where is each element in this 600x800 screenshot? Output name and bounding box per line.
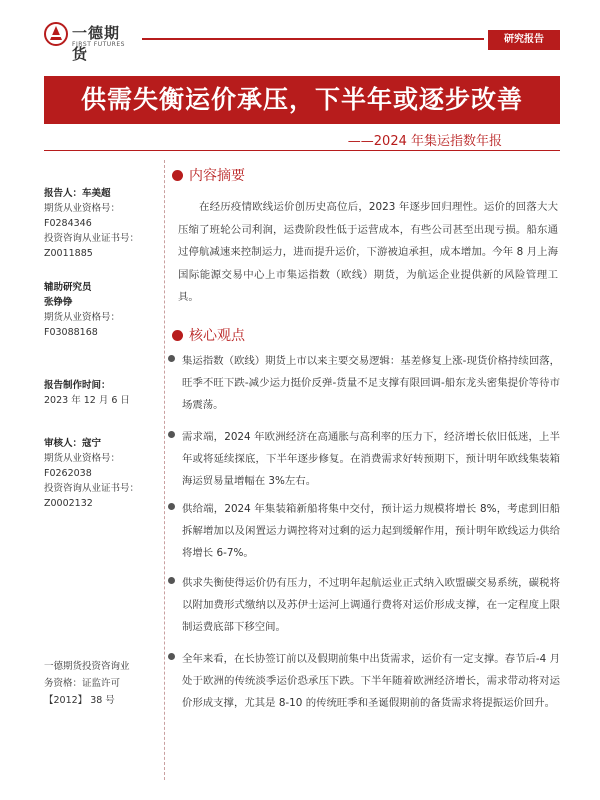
reporter-inv-number: Z0011885 — [44, 248, 93, 259]
list-item-text: 集运指数（欧线）期货上市以来主要交易逻辑：基差修复上涨-现货价格持续回落，旺季不旺下跌-减少运力挺价反弹-货量不足支撑有限回调-船东龙头密集提价等待市场震荡。 — [182, 355, 560, 411]
bullet-dot-icon — [168, 653, 175, 660]
title-banner — [44, 76, 560, 124]
list-item-text: 供求失衡使得运价仍有压力，不过明年起航运业正式纳入欧盟碳交易系统，碳税将以附加费形式缴纳以及苏伊士运河上调通行费将对运价形成支撑，在一定程度上限制运费底部下移空间。 — [182, 577, 560, 633]
bullet-dot-icon — [168, 503, 175, 510]
summary-paragraph: 在经历疫情欧线运价创历史高位后，2023 年逐步回归理性。运价的回落大大压缩了班轮公司利润，运费阶段性低于运营成本，有些公司甚至出现亏损。船东通过停航减速来控制运力，进而提升运价，下游被迫承担，成本增加。今年 8 月上海国际能源交易中心上市集运指数（欧线）期货，为航运企业提供新的风险管理工具。 — [178, 201, 558, 303]
reviewer-cert-label: 期货从业资格号： — [44, 453, 121, 464]
license-line-2: 务资格：证监许可 — [44, 678, 121, 689]
header-divider — [142, 38, 484, 40]
license-line-1: 一德期货投资咨询业 — [44, 661, 130, 672]
assistant-cert-label: 期货从业资格号： — [44, 312, 121, 323]
license-block — [44, 658, 162, 709]
sidebar-divider — [164, 160, 166, 780]
report-type-badge: 研究报告 — [488, 30, 560, 50]
bullet-dot-icon — [168, 577, 175, 584]
subtitle-divider — [44, 150, 560, 151]
page-subtitle: ——2024 年集运指数年报 — [347, 134, 502, 149]
reporter-cert-number: F0284346 — [44, 218, 92, 229]
logo-text-cn: 一德期货 — [72, 24, 121, 63]
reporter-name: 报告人：车美超 — [44, 188, 111, 199]
core-heading-text: 核心观点 — [189, 328, 245, 344]
reviewer-block — [44, 436, 162, 511]
reporter-inv-label: 投资咨询从业证书号： — [44, 233, 140, 244]
company-logo — [44, 20, 134, 63]
logo-text-en: FIRST FUTURES — [72, 41, 125, 48]
reviewer-cert-number: F0262038 — [44, 468, 92, 479]
assistant-cert-number: F03088168 — [44, 327, 98, 338]
reviewer-name: 审核人：寇宁 — [44, 438, 102, 449]
date-block — [44, 378, 162, 408]
bullet-dot-icon — [168, 355, 175, 362]
section-bullet-icon — [172, 330, 183, 341]
summary-heading-text: 内容摘要 — [189, 168, 245, 184]
logo-mark-icon — [44, 20, 68, 48]
list-item-text: 全年来看，在长协签订前以及假期前集中出货需求，运价有一定支撑。春节后-4 月处于欧洲的传统淡季运价恐承压下跌。下半年随着欧洲经济增长，需求带动将对运价形成支撑，尤其是 8-10 的传统旺季和圣诞假期前的备货需求将提振运价回升。 — [182, 653, 560, 709]
summary-heading — [172, 165, 245, 185]
assistant-name: 张铮铮 — [44, 297, 73, 308]
page-header — [0, 0, 600, 63]
list-item-text: 需求端，2024 年欧洲经济在高通胀与高利率的压力下，经济增长依旧低迷，上半年或将延续探底，下半年逐步修复。在消费需求好转预期下，预计明年欧线集装箱海运贸易量增幅在 3%左右。 — [182, 431, 560, 487]
assistant-block — [44, 280, 162, 340]
section-bullet-icon — [172, 170, 183, 181]
date-label: 报告制作时间： — [44, 380, 111, 391]
reviewer-inv-number: Z0002132 — [44, 498, 93, 509]
bullet-dot-icon — [168, 431, 175, 438]
reviewer-inv-label: 投资咨询从业证书号： — [44, 483, 140, 494]
list-item-text: 供给端，2024 年集装箱新船将集中交付，预计运力规模将增长 8%，考虑到旧船拆解增加以及闲置运力调控将对过剩的运力起到缓解作用，预计明年欧线运力供给将增长 6-7%。 — [182, 503, 560, 559]
core-heading — [172, 325, 245, 345]
reporter-cert-label: 期货从业资格号： — [44, 203, 121, 214]
license-line-3: 【2012】 38 号 — [44, 695, 115, 706]
page-title: 供需失衡运价承压，下半年或逐步改善 — [80, 85, 523, 114]
assistant-label: 辅助研究员 — [44, 282, 92, 293]
report-date: 2023 年 12 月 6 日 — [44, 395, 130, 406]
reporter-block — [44, 186, 162, 261]
